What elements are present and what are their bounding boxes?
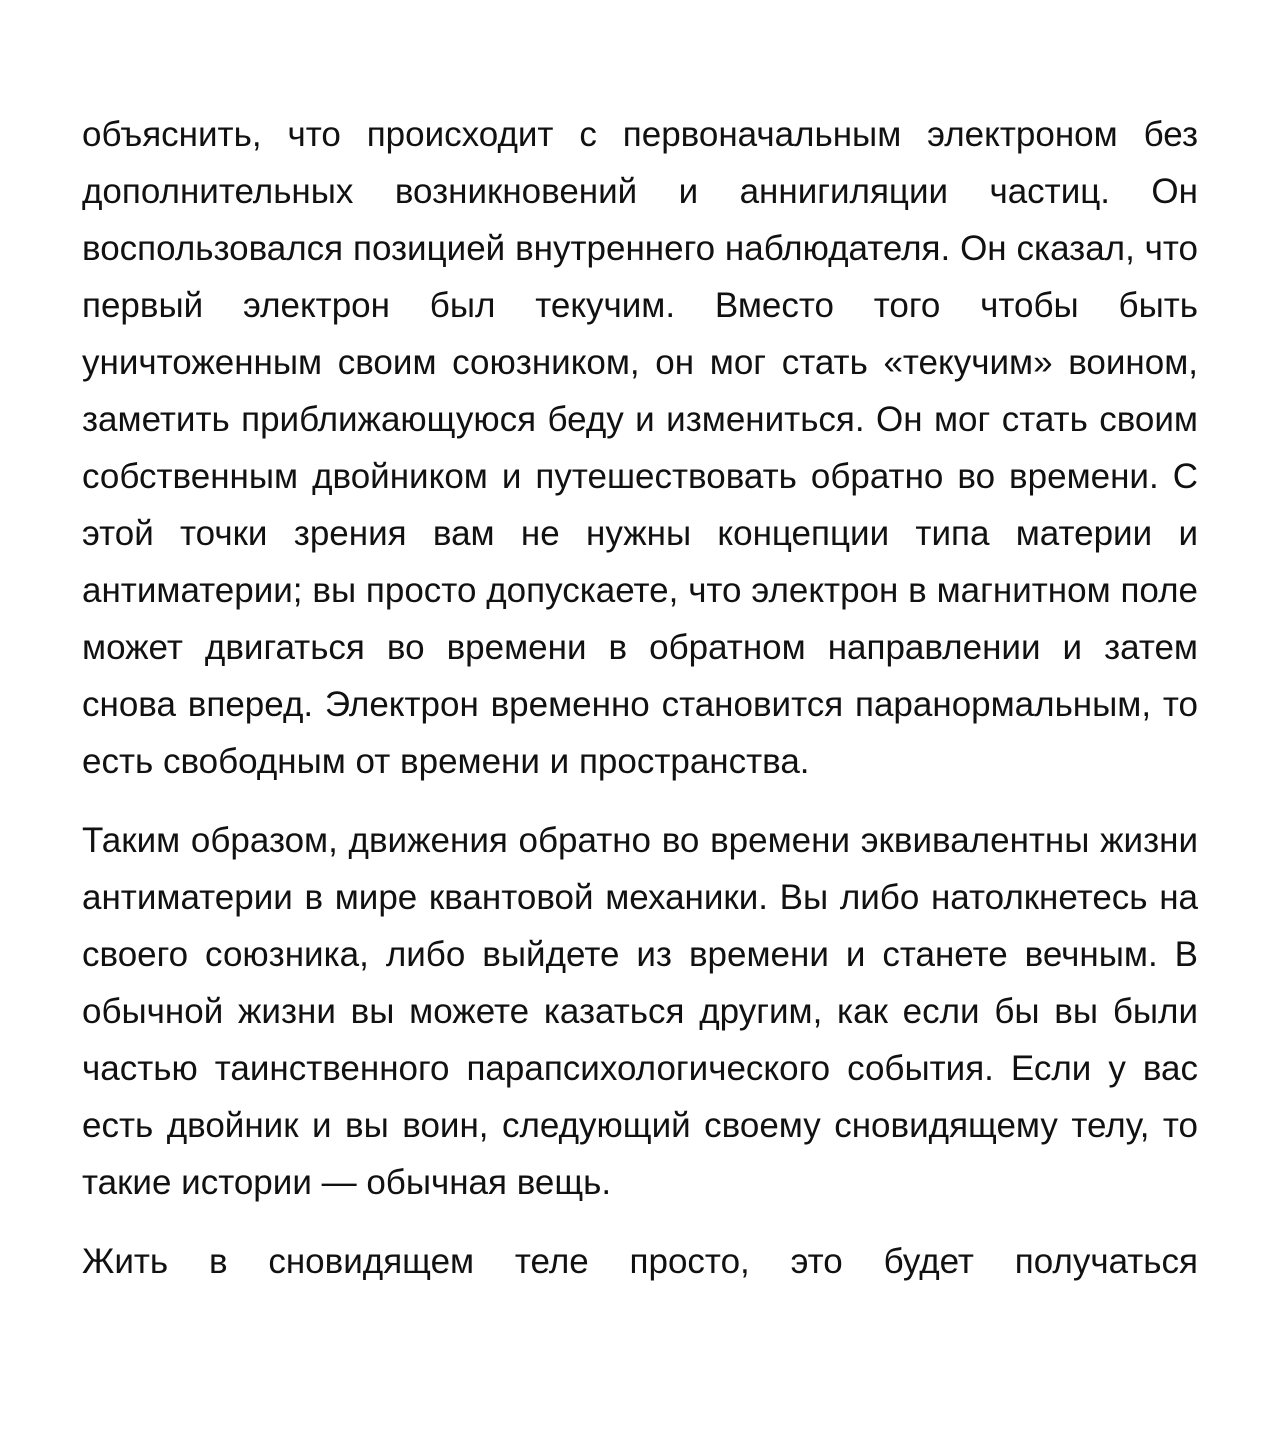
paragraph-antimatter: Таким образом, движения обратно во времени эквивалентны жизни антиматерии в мире квантовой механики. Вы либо натолкнетесь на своего союзника, либо выйдете из времени и станете вечным. В обычной жизни вы можете казаться другим, как если бы вы были частью таинственного парапсихологического события. Если у вас есть двойник и вы воин, следующий своему сновидящему телу, то такие истории — обычная вещь.: [82, 821, 1198, 1202]
paragraph-dreambody: Жить в сновидящем теле просто, это будет получаться: [82, 1242, 1198, 1281]
paragraph-electron: объяснить, что происходит с первоначальным электроном без дополнительных возникновений и аннигиляции частиц. Он воспользовался позицией внутреннего наблюдателя. Он сказал, что первый электрон был текучим. Вместо того чтобы быть уничтоженным своим союзником, он мог стать «текучим» воином, заметить приближающуюся беду и измениться. Он мог стать своим собственным двойником и путешествовать обратно во времени. С этой точки зрения вам не нужны концепции типа материи и антиматерии; вы просто допускаете, что электрон в магнитном поле может двигаться во времени в обратном направлении и затем снова вперед. Электрон временно становится паранормальным, то есть свободным от времени и пространства.: [82, 115, 1198, 781]
